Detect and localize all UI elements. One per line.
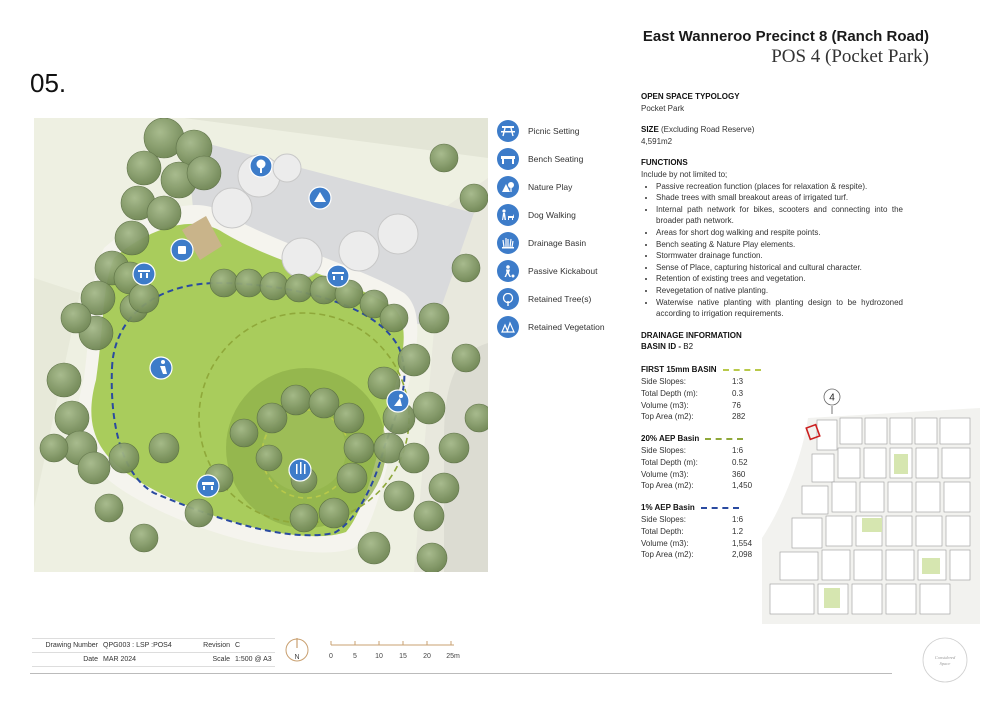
legend-item-picnic xyxy=(497,117,627,145)
basin-row-label: Volume (m3): xyxy=(641,469,689,479)
scale-tick: 25m xyxy=(446,653,460,660)
function-item: • Retention of existing trees and vegetation. xyxy=(656,273,903,285)
basin-row-label: Top Area (m2): xyxy=(641,550,694,560)
date: MAR 2024 xyxy=(103,656,137,663)
basin-line-swatch xyxy=(723,369,761,371)
company-logo xyxy=(921,636,969,684)
project-title: East Wanneroo Precinct 8 (Ranch Road) xyxy=(642,28,929,45)
page-number: 05. xyxy=(30,68,67,98)
basin-row-value: 1.2 xyxy=(732,527,744,536)
legend-label: Nature Play xyxy=(528,182,573,192)
function-item: • Stormwater drainage function. xyxy=(656,250,903,262)
scale-tick: 0 xyxy=(329,653,333,660)
legend-item-nature-play xyxy=(497,173,627,201)
legend-label: Picnic Setting xyxy=(528,126,580,136)
legend-item-dog-walking xyxy=(497,201,627,229)
legend-label: Retained Tree(s) xyxy=(528,294,592,304)
function-item: • Sense of Place, capturing historical and cultural character. xyxy=(656,262,903,274)
drawing-number: QPG003 : LSP :POS4 xyxy=(103,642,172,649)
size-section xyxy=(641,124,903,147)
basin-row-value: 1,554 xyxy=(732,538,753,548)
title-block-row xyxy=(32,653,275,667)
functions-heading: FUNCTIONS xyxy=(641,158,688,168)
basin-name: 1% AEP Basin xyxy=(641,502,695,512)
scale-tick: 5 xyxy=(353,653,357,660)
function-item: • Areas for short dog walking and respite points. xyxy=(656,227,903,239)
basin-row-label: Total Depth (m): xyxy=(641,458,698,468)
retained-tree-icon xyxy=(497,288,519,310)
logo-text: Considered xyxy=(934,655,956,660)
basin-first-15mm xyxy=(641,364,769,423)
basin-20-aep xyxy=(641,433,769,492)
dog-walking-icon xyxy=(497,204,519,226)
function-item: • Passive recreation function (places for relaxation & respite). xyxy=(656,181,903,193)
legend-item-retained-vegetation xyxy=(497,313,627,341)
basin-row-value: 1,450 xyxy=(732,481,753,491)
basin-row-label: Top Area (m2): xyxy=(641,412,694,422)
basin-row-value: 1:3 xyxy=(732,377,744,387)
retained-vegetation-icon xyxy=(497,316,519,338)
drainage-basin-icon xyxy=(497,232,519,254)
legend-label: Bench Seating xyxy=(528,154,584,164)
basin-row-label: Side Slopes: xyxy=(641,377,686,387)
basin-row-label: Side Slopes: xyxy=(641,446,686,456)
basin-id-label: BASIN ID - xyxy=(641,342,681,352)
function-item: • Shade trees with small breakout areas of irrigated turf. xyxy=(656,192,903,204)
basin-line-swatch xyxy=(705,438,743,440)
legend-label: Drainage Basin xyxy=(528,238,587,248)
basin-row-value: 0.52 xyxy=(732,458,748,468)
scale-tick: 20 xyxy=(423,653,431,660)
basin-row-value: 0.3 xyxy=(732,389,744,399)
basin-row-label: Total Depth (m): xyxy=(641,389,698,399)
size-value: 4,591m2 xyxy=(641,136,673,146)
functions-intro: Include by not limited to; xyxy=(641,169,728,179)
legend-item-bench xyxy=(497,145,627,173)
drainage-section xyxy=(641,330,903,353)
title-block-row xyxy=(32,638,275,653)
functions-section xyxy=(641,157,903,319)
basin-row-value: 2,098 xyxy=(732,550,753,560)
key-map-marker-label: 4 xyxy=(829,392,835,404)
typology-value: Pocket Park xyxy=(641,103,685,113)
basin-name: 20% AEP Basin xyxy=(641,433,700,443)
north-label: N xyxy=(294,654,300,661)
basin-row-value: 1:6 xyxy=(732,446,744,456)
legend-label: Dog Walking xyxy=(528,210,576,220)
basin-row-label: Total Depth: xyxy=(641,527,684,536)
size-note: (Excluding Road Reserve) xyxy=(661,125,755,135)
legend xyxy=(497,117,627,341)
function-item: • Waterwise native planting with planting design to be hydrozoned according to irrigation requirements. xyxy=(656,297,903,320)
revision-label: Revision xyxy=(203,642,230,649)
picnic-table-icon xyxy=(497,120,519,142)
north-arrow-icon xyxy=(284,635,310,665)
logo-text: Space xyxy=(939,661,951,666)
legend-label: Passive Kickabout xyxy=(528,266,598,276)
drainage-heading: DRAINAGE INFORMATION xyxy=(641,330,742,340)
typology-section xyxy=(641,91,903,114)
nature-play-icon xyxy=(497,176,519,198)
scale-tick: 15 xyxy=(399,653,407,660)
basin-row-value: 1:6 xyxy=(732,515,744,525)
functions-list xyxy=(641,181,903,320)
basin-row-value: 76 xyxy=(732,400,741,410)
basin-1-aep xyxy=(641,502,769,561)
legend-item-retained-trees xyxy=(497,285,627,313)
scale-label: Scale xyxy=(212,656,230,663)
typology-heading: OPEN SPACE TYPOLOGY xyxy=(641,92,740,101)
basin-name: FIRST 15mm BASIN xyxy=(641,364,717,374)
title-block xyxy=(32,638,275,667)
basin-id-value: B2 xyxy=(683,342,694,352)
size-heading: SIZE xyxy=(641,125,659,135)
function-item: • Revegetation of native planting. xyxy=(656,285,903,297)
bottom-rule xyxy=(30,673,892,674)
legend-item-drainage-basin xyxy=(497,229,627,257)
legend-label: Retained Vegetation xyxy=(528,322,605,332)
drawing-number-label: Drawing Number xyxy=(45,642,98,649)
date-label: Date xyxy=(83,656,98,663)
basin-row-label: Volume (m3): xyxy=(641,538,689,548)
basin-row-label: Side Slopes: xyxy=(641,515,686,525)
basin-line-swatch xyxy=(701,507,739,509)
function-item: • Internal path network for bikes, scooters and connecting into the broader path network. xyxy=(656,204,903,227)
project-subtitle: POS 4 (Pocket Park) xyxy=(771,46,929,67)
function-item: • Bench seating & Nature Play elements. xyxy=(656,239,903,251)
basin-row-label: Volume (m3): xyxy=(641,400,689,410)
basin-row-label: Top Area (m2): xyxy=(641,481,694,491)
scale-bar xyxy=(326,637,466,663)
legend-item-kickabout xyxy=(497,257,627,285)
revision: C xyxy=(235,642,241,649)
kickabout-icon xyxy=(497,260,519,282)
basin-row-value: 282 xyxy=(732,412,746,422)
bench-icon xyxy=(497,148,519,170)
key-map xyxy=(762,388,980,624)
landscape-plan xyxy=(34,118,488,572)
basin-row-value: 360 xyxy=(732,469,746,479)
scale-tick: 10 xyxy=(375,653,383,660)
scale: 1:500 @ A3 xyxy=(235,656,272,663)
